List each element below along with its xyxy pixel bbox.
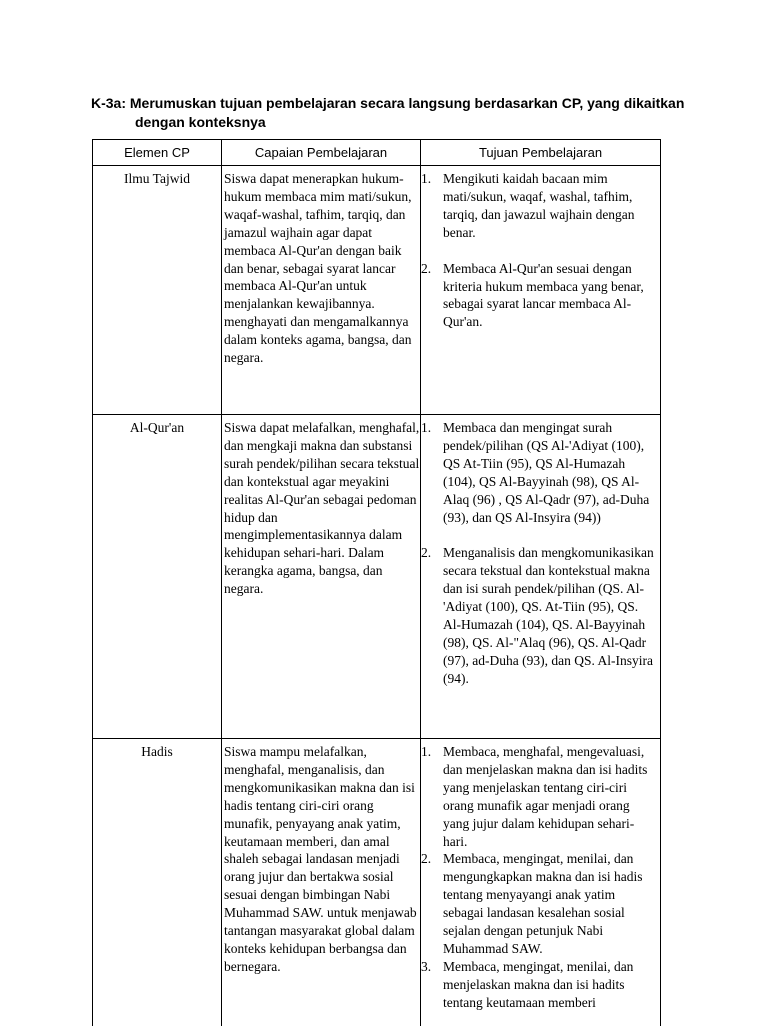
table-row (93, 415, 661, 739)
list-text: Menganalisis dan mengkomunikasikan secara tekstual dan kontekstual makna dan isi surah pendek/pilihan (QS. Al-'Adiyat (100), QS. At-Tiin (95), QS. Al-Humazah (104), QS. Al-Bayyinah (98), QS. Al-"Alaq (96), QS. Al-Qadr (97), ad-Duha (93), dan QS. Al-Insyira (94). (443, 545, 654, 686)
row-tujuan (421, 739, 661, 1026)
list-number: 2. (421, 260, 432, 276)
list-item (421, 743, 657, 850)
row-tujuan (421, 415, 661, 739)
list-text: Membaca, menghafal, mengevaluasi, dan menjelaskan makna dan isi hadits yang menjelaskan tentang ciri-ciri orang munafik agar menjadi orang yang jujur dalam kehidupan sehari-hari. (443, 744, 648, 849)
row-tujuan (421, 166, 661, 415)
list-number: 3. (421, 958, 432, 974)
document-heading (91, 94, 711, 132)
list-number: 2. (421, 851, 432, 867)
list-item (421, 419, 657, 526)
list-number: 1. (421, 744, 432, 759)
heading-line-1: K-3a: Merumuskan tujuan pembelajaran secara langsung berdasarkan CP, yang dikaitkan (91, 95, 685, 111)
list-text: Membaca dan mengingat surah pendek/pilihan (QS Al-'Adiyat (100), QS At-Tiin (95), QS Al-Humazah (104), QS Al-Bayyinah (98), QS Al-Alaq (96) , QS Al-Qadr (97), ad-Duha (93), dan QS Al-Insyira (94)) (443, 420, 650, 525)
list-number: 1. (421, 171, 432, 186)
table-row (93, 166, 661, 415)
header-elemen-cp: Elemen CP (93, 140, 222, 166)
row-elemen: Ilmu Tajwid (93, 166, 222, 415)
list-item (421, 958, 657, 1012)
list-item (421, 260, 657, 332)
list-text: Membaca, mengingat, menilai, dan mengungkapkan makna dan isi hadis tentang menyayangi anak yatim sebagai landasan kesalehan sosial sejalan dengan petunjuk Nabi Muhammad SAW. (443, 851, 643, 956)
table-row (93, 739, 661, 1026)
list-item (421, 170, 657, 242)
row-capaian: Siswa dapat melafalkan, menghafal, dan mengkaji makna dan substansi surah pendek/pilihan secara tekstual dan kontekstual agar meyakini realitas Al-Qur'an sebagai pedoman hidup dan mengimplementasikannya dalam kehidupan sehari-hari. Dalam kerangka agama, bangsa, dan negara. (222, 415, 421, 739)
heading-line-2: dengan konteksnya (135, 114, 266, 130)
tujuan-list (421, 743, 657, 1012)
row-elemen: Hadis (93, 739, 222, 1026)
list-number: 2. (421, 545, 432, 561)
list-text: Mengikuti kaidah bacaan mim mati/sukun, waqaf, washal, tafhim, tarqiq, dan jawazul wajhain dengan benar. (443, 171, 635, 240)
row-capaian: Siswa dapat menerapkan hukum-hukum membaca mim mati/sukun, waqaf-washal, tafhim, tarqiq, dan jamazul wajhain agar dapat membaca Al-Qur'an dengan baik dan benar, sebagai syarat lancar membaca Al-Qur'an untuk menjalankan kewajibannya. menghayati dan mengamalkannya dalam konteks agama, bangsa, dan negara. (222, 166, 421, 415)
list-text: Membaca Al-Qur'an sesuai dengan kriteria hukum membaca yang benar, sebagai syarat lancar membaca Al-Qur'an. (443, 260, 644, 330)
header-tujuan-pembelajaran: Tujuan Pembelajaran (421, 140, 661, 166)
list-item (421, 850, 657, 957)
cp-tp-table (92, 139, 661, 1026)
row-elemen: Al-Qur'an (93, 415, 222, 739)
tujuan-list (421, 419, 657, 688)
tujuan-list (421, 170, 657, 331)
row-capaian: Siswa mampu melafalkan, menghafal, menganalisis, dan mengkomunikasikan makna dan isi hadis tentang ciri-ciri orang munafik, penyayang anak yatim, keutamaan memberi, dan amal shaleh sebagai landasan menjadi orang jujur dan bertakwa sosial sesuai dengan bimbingan Nabi Muhammad SAW. untuk menjawab tantangan masyarakat global dalam konteks kehidupan berbangsa dan bernegara. (222, 739, 421, 1026)
list-item (421, 544, 657, 687)
header-capaian-pembelajaran: Capaian Pembelajaran (222, 140, 421, 166)
list-number: 1. (421, 420, 432, 435)
list-text: Membaca, mengingat, menilai, dan menjelaskan makna dan isi hadits tentang keutamaan memberi (443, 958, 634, 1010)
table-header-row (93, 140, 661, 166)
